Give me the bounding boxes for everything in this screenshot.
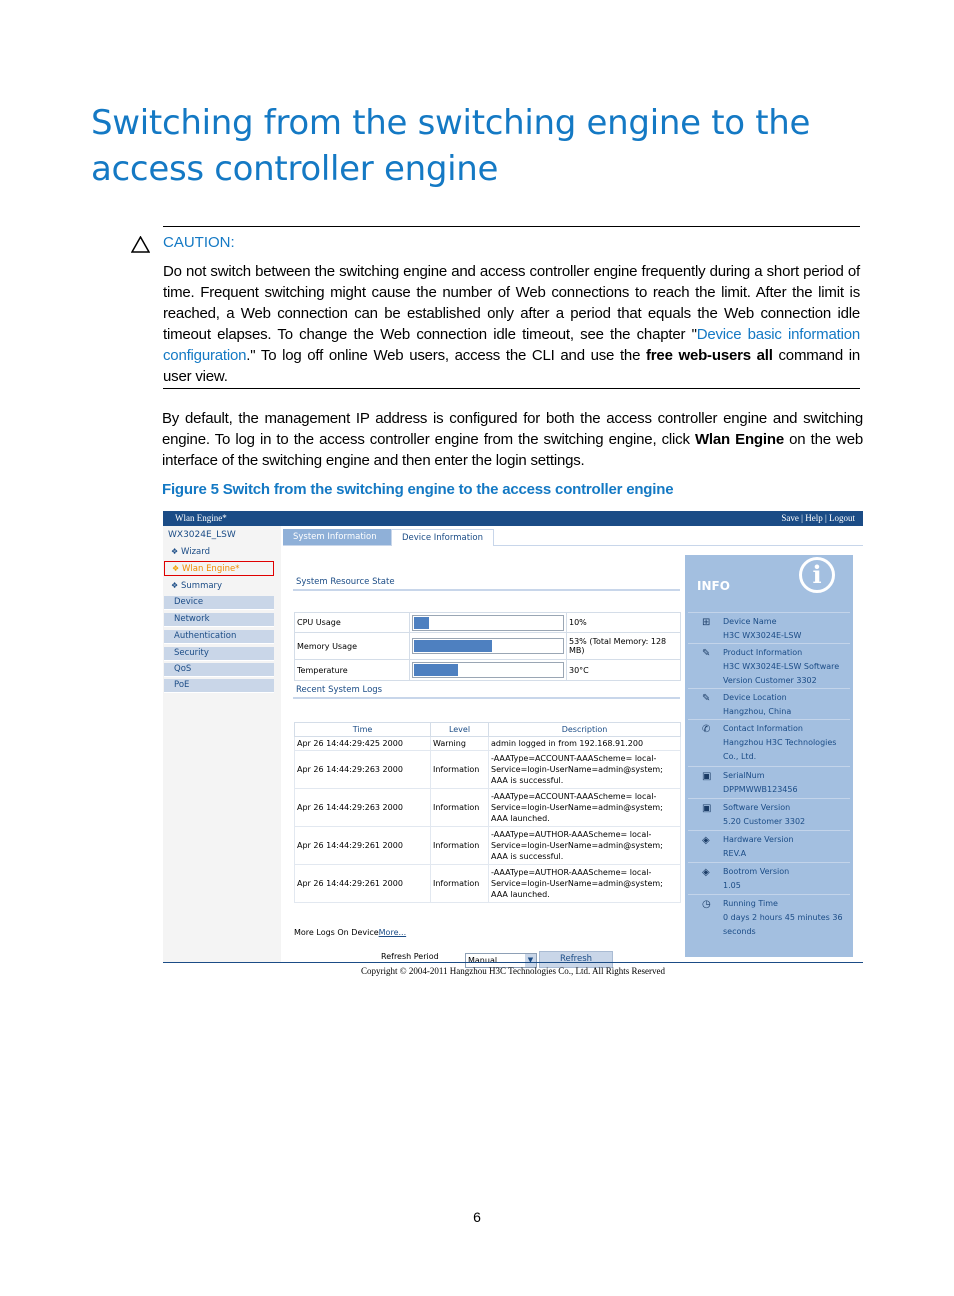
copyright: Copyright © 2004-2011 Hangzhou H3C Technologies Co., Ltd. All Rights Reserved (361, 966, 665, 976)
log-description: -AAAType=AUTHOR-AAAScheme= local-Service=login-UserName=admin@system; AAA is successful. (489, 827, 681, 865)
log-description: -AAAType=ACCOUNT-AAAScheme= local-Service=login-UserName=admin@system; AAA is successful. (489, 751, 681, 789)
refresh-period-select[interactable]: Manual ▼ (465, 953, 537, 968)
refresh-period-label: Refresh Period (381, 952, 439, 961)
table-row (295, 865, 681, 903)
column-header: Time (295, 723, 431, 737)
divider (163, 226, 860, 227)
topbar-title: Wlan Engine* (175, 513, 227, 523)
progress-bar (412, 615, 564, 631)
topbar-links[interactable]: Save | Help | Logout (781, 513, 855, 523)
info-item: ▣ SerialNum DPPMWWB123456 (688, 766, 850, 799)
divider (293, 697, 680, 699)
product-icon: ✎ (702, 648, 711, 659)
figure-caption: Figure 5 Switch from the switching engine to the access controller engine (162, 481, 674, 498)
info-item: ⊞ Device Name H3C WX3024E-LSW (688, 612, 850, 644)
log-level: Information (431, 827, 489, 865)
serial-icon: ▣ (702, 771, 712, 782)
log-description: -AAAType=AUTHOR-AAAScheme= local-Service=login-UserName=admin@system; AAA launched. (489, 865, 681, 903)
progress-fill (414, 640, 492, 652)
info-panel (685, 555, 853, 957)
bootrom-icon: ◈ (702, 867, 710, 878)
location-icon: ✎ (702, 693, 711, 704)
column-header: Description (489, 723, 681, 737)
page-number: 6 (473, 1209, 481, 1225)
log-time: Apr 26 14:44:29:261 2000 (295, 827, 431, 865)
refresh-button[interactable]: Refresh (539, 951, 613, 968)
table-row (295, 633, 681, 660)
nav-item-security[interactable]: Security (164, 647, 274, 661)
nav-item-network[interactable]: Network (164, 613, 274, 627)
column-header: Level (431, 723, 489, 737)
caution-text: Do not switch between the switching engine and access controller engine frequently during a short period of time. Frequent switching might cause the number of Web connections to reach the limit. After the limit is reached, a Web connection can be established only after a period that equals the Web connection idle timeout elapses. To change the Web connection idle timeout, see the chapter "Device basic information configuration." To log off online Web users, access the CLI and use the free web-users all command in user view. (163, 263, 861, 385)
table-row (295, 789, 681, 827)
left-navigation (163, 526, 281, 962)
divider (163, 388, 860, 389)
log-time: Apr 26 14:44:29:263 2000 (295, 751, 431, 789)
info-item: ✎ Product Information H3C WX3024E-LSW Software Version Customer 3302 (688, 643, 850, 689)
progress-fill (414, 664, 458, 676)
progress-bar (412, 662, 564, 678)
diamond-icon: ❖ (172, 564, 180, 573)
logs-section-title: Recent System Logs (296, 685, 383, 695)
info-icon: i (799, 557, 835, 593)
table-row (295, 751, 681, 789)
info-item: ▣ Software Version 5.20 Customer 3302 (688, 798, 850, 831)
hardware-icon: ◈ (702, 835, 710, 846)
nav-item-wizard[interactable]: ❖ Wizard (171, 547, 210, 557)
info-item: ✎ Device Location Hangzhou, China (688, 688, 850, 720)
resource-name: Memory Usage (295, 633, 410, 660)
table-row (295, 660, 681, 681)
device-icon: ⊞ (702, 617, 711, 628)
divider (293, 589, 680, 591)
log-time: Apr 26 14:44:29:425 2000 (295, 737, 431, 751)
table-header-row (295, 723, 681, 737)
software-icon: ▣ (702, 803, 712, 814)
log-description: -AAAType=ACCOUNT-AAAScheme= local-Service=login-UserName=admin@system; AAA launched. (489, 789, 681, 827)
info-item: ◈ Hardware Version REV.A (688, 830, 850, 863)
table-row (295, 737, 681, 751)
resource-table (294, 612, 681, 681)
table-row (295, 613, 681, 633)
more-logs-link[interactable]: More... (378, 928, 407, 937)
divider (163, 962, 863, 963)
resource-value: 30°C (567, 660, 681, 681)
progress-bar (412, 638, 564, 654)
nav-item-poe[interactable]: PoE (164, 679, 274, 693)
nav-item-device[interactable]: Device (164, 596, 274, 610)
log-level: Information (431, 789, 489, 827)
diamond-icon: ❖ (171, 581, 179, 590)
body-paragraph: By default, the management IP address is configured for both the access controller engine and switching engine. To log in to the access controller engine from the switching engine, click Wlan Engine on the web interface of the switching engine and then enter the login settings. (162, 410, 863, 469)
log-level: Warning (431, 737, 489, 751)
nav-item-authentication[interactable]: Authentication (164, 630, 274, 644)
page-title: Switching from the switching engine to the access controller engine (91, 103, 811, 189)
resource-section-title: System Resource State (296, 577, 395, 587)
nav-item-wlan-engine[interactable]: ❖ Wlan Engine* (164, 561, 274, 576)
warning-triangle-icon (131, 236, 150, 253)
log-time: Apr 26 14:44:29:261 2000 (295, 865, 431, 903)
table-row (295, 827, 681, 865)
progress-fill (414, 617, 429, 629)
resource-value: 53% (Total Memory: 128 MB) (567, 633, 681, 660)
resource-name: CPU Usage (295, 613, 410, 633)
log-level: Information (431, 751, 489, 789)
resource-value: 10% (567, 613, 681, 633)
tab-device-information[interactable]: Device Information (391, 529, 494, 546)
more-logs: More Logs On DeviceMore... (294, 928, 407, 937)
tab-bar (283, 529, 863, 546)
info-title: INFO (697, 579, 730, 593)
nav-item-summary[interactable]: ❖ Summary (171, 581, 223, 591)
nav-item-qos[interactable]: QoS (164, 663, 274, 677)
caution-label: CAUTION: (163, 234, 235, 251)
resource-name: Temperature (295, 660, 410, 681)
log-level: Information (431, 865, 489, 903)
log-description: admin logged in from 192.168.91.200 (489, 737, 681, 751)
command-name: free web-users all (646, 347, 773, 364)
device-name: WX3024E_LSW (168, 530, 236, 540)
diamond-icon: ❖ (171, 547, 179, 556)
web-interface-screenshot (163, 511, 863, 979)
log-time: Apr 26 14:44:29:263 2000 (295, 789, 431, 827)
tab-system-information[interactable]: System Information (283, 529, 391, 545)
info-item: ◈ Bootrom Version 1.05 (688, 862, 850, 895)
info-item: ✆ Contact Information Hangzhou H3C Technologies Co., Ltd. (688, 719, 850, 767)
top-bar (163, 511, 863, 526)
clock-icon: ◷ (702, 899, 711, 910)
chapter-link[interactable]: Device basic information configuration (163, 326, 861, 364)
info-item: ◷ Running Time 0 days 2 hours 45 minutes 36 seconds (688, 894, 850, 943)
main-content (281, 526, 681, 965)
chevron-down-icon: ▼ (525, 954, 536, 967)
logs-table (294, 722, 681, 903)
contact-icon: ✆ (702, 724, 711, 735)
